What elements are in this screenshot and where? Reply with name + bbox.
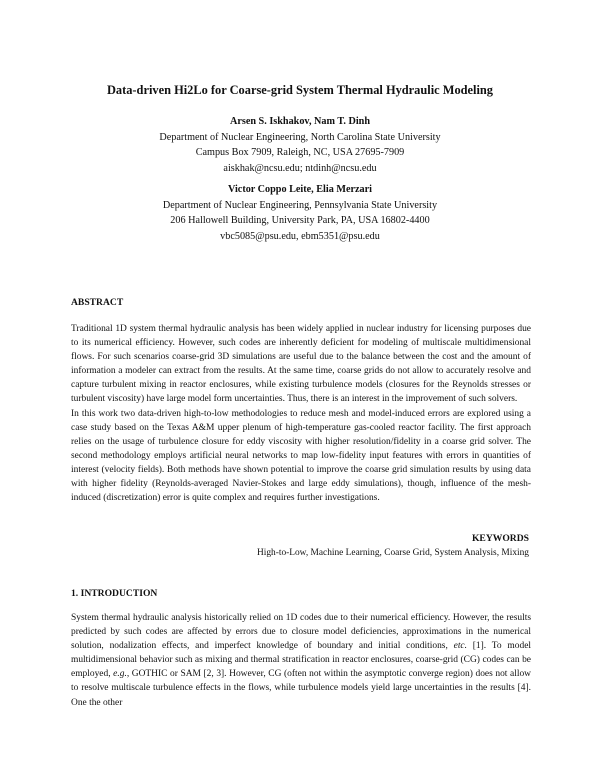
affiliation-line: Department of Nuclear Engineering, North Carolina State University	[159, 131, 441, 143]
intro-text-1: System thermal hydraulic analysis historically relied on 1D codes due to their numerical efficiency. However, the results predicted by such codes are affected by errors due to closure model deficiencies, approximations in the numerical solution, nodalization effects, and imperfect knowledge of boundary and initial conditions,	[71, 613, 531, 652]
address-line: Campus Box 7909, Raleigh, NC, USA 27695-7909	[195, 147, 405, 159]
paper-title: Data-driven Hi2Lo for Coarse-grid System Thermal Hydraulic Modeling	[106, 83, 494, 97]
abstract-heading: ABSTRACT	[71, 297, 124, 308]
introduction-paragraph	[71, 611, 531, 710]
intro-eg: e.g.	[113, 669, 127, 680]
email-line: aiskhak@ncsu.edu; ntdinh@ncsu.edu	[223, 162, 377, 174]
abstract-paragraph: Traditional 1D system thermal hydraulic analysis has been widely applied in nuclear industry for licensing purposes due to its numerical efficiency. However, such codes are inherently deficient for modeling of multiscale multidimensional flows. For such scenarios coarse-grid 3D simulations are useful due to the balance between the cost and the amount of information a modeler can extract from the results. At the same time, coarse grids do not allow to accurately resolve and capture turbulent mixing in reactor enclosures, while existing turbulence models (closures for the Reynolds stresses or turbulent viscosity) have large model form uncertainties. Thus, there is an interest in the improvement of such solvers.	[71, 324, 531, 405]
author-names: Arsen S. Iskhakov, Nam T. Dinh	[229, 116, 371, 127]
abstract-body	[71, 322, 531, 505]
intro-text-3: , GOTHIC or SAM [2, 3]. However, CG (often not within the asymptotic converge region) does not allow to resolve multiscale turbulence effects in the flows, while turbulence models yield large uncertainties in the results [4]. One the other	[71, 669, 531, 708]
author-names: Victor Coppo Leite, Elia Merzari	[227, 184, 372, 195]
author-group-2	[0, 182, 600, 244]
introduction-body	[71, 611, 531, 710]
affiliation-line: Department of Nuclear Engineering, Pennsylvania State University	[162, 199, 438, 211]
intro-etc: etc.	[453, 641, 467, 652]
keywords-heading: KEYWORDS	[471, 533, 529, 544]
abstract-paragraph: In this work two data-driven high-to-low methodologies to reduce mesh and model-induced errors are explored using a case study based on the Texas A&M upper plenum of high-temperature gas-cooled reactor facility. The first approach relies on the usage of turbulence closure for eddy viscosity with higher resolution/fidelity in a coarse grid solver. The second methodology employs artificial neural networks to map low-fidelity input features with errors in quantities of interest (velocity fields). Both methods have shown potential to improve the coarse grid simulation results by using data with higher fidelity (Reynolds-averaged Navier-Stokes and large eddy simulations), though, influence of the mesh-induced (discretization) error is quite complex and requires further investigations.	[71, 408, 531, 504]
author-group-1	[0, 114, 600, 176]
email-line: vbc5085@psu.edu, ebm5351@psu.edu	[220, 230, 380, 242]
intro-text-2: [1]. To model multidimensional behavior such as mixing and thermal stratification in reactor enclosures, coarse-grid (CG) codes can be employed,	[71, 641, 532, 680]
introduction-heading: 1. INTRODUCTION	[71, 588, 158, 599]
keywords-text: High-to-Low, Machine Learning, Coarse Grid, System Analysis, Mixing	[256, 548, 529, 558]
address-line: 206 Hallowell Building, University Park, PA, USA 16802-4400	[170, 215, 430, 227]
